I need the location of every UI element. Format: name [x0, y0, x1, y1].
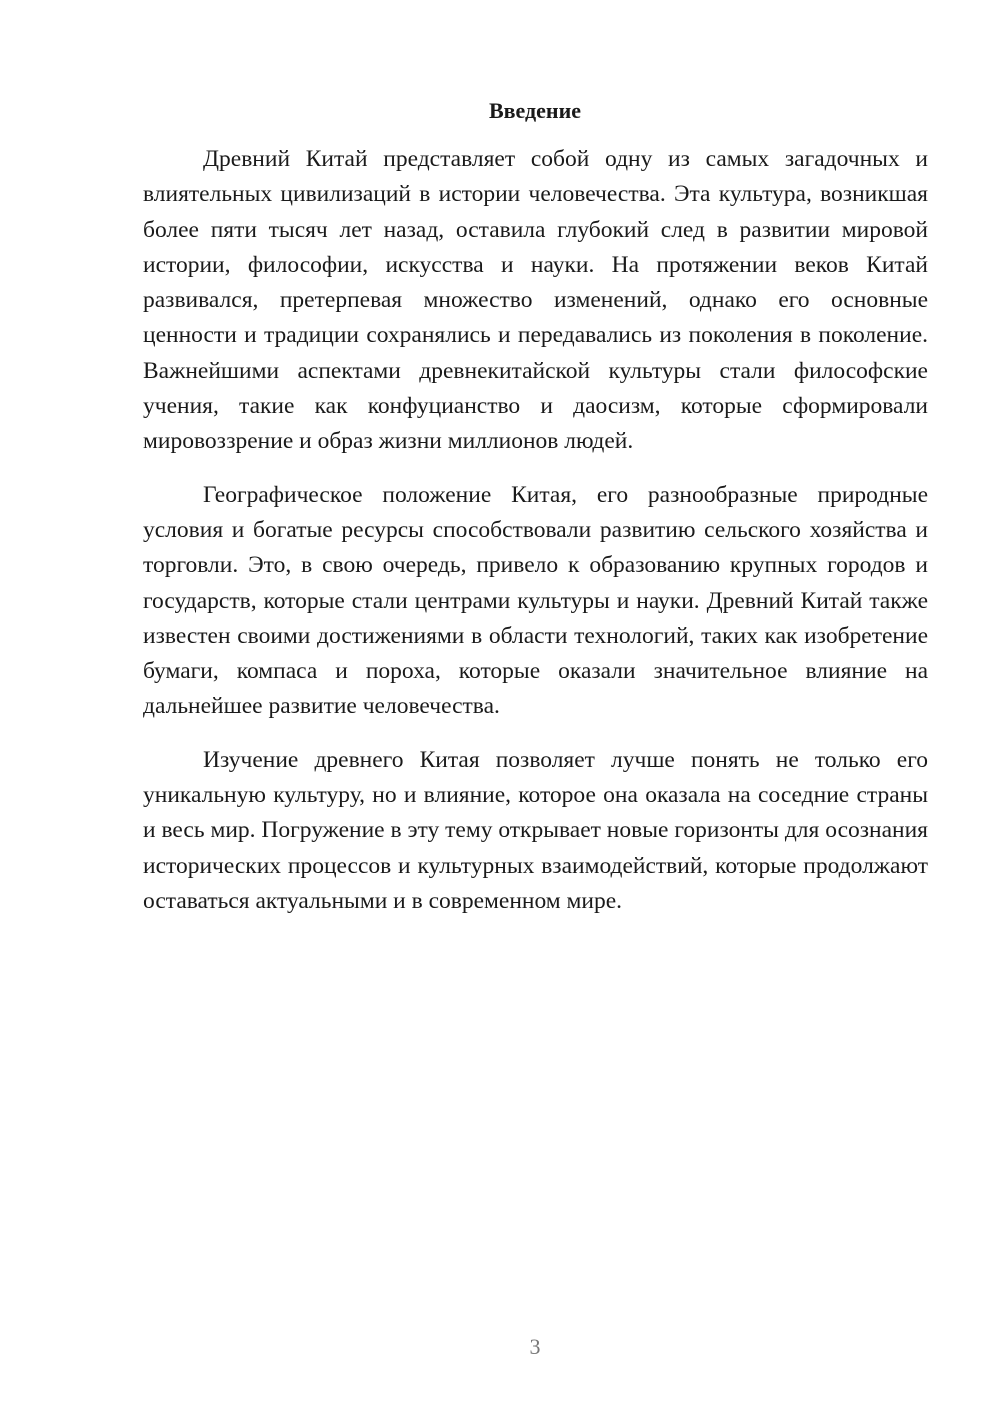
paragraph-2: Географическое положение Китая, его разнообразные природные условия и богатые ресурсы способствовали развитию сельского хозяйства и торговли. Это, в свою очередь, привело к образованию крупных городов и государств, которые стали центрами культуры и науки. Древний Китай также известен своими достижениями в области технологий, таких как изобретение бумаги, компаса и пороха, которые оказали значительное влияние на дальнейшее развитие человечества.: [143, 481, 928, 720]
section-title: Введение: [488, 98, 582, 123]
page-number: 3: [529, 1334, 541, 1359]
paragraph-1: Древний Китай представляет собой одну из самых загадочных и влиятельных цивилизаций в истории человечества. Эта культура, возникшая более пяти тысяч лет назад, оставила глубокий след в развитии мировой истории, философии, искусства и науки. На протяжении веков Китай развивался, претерпевая множество изменений, однако его основные ценности и традиции сохранялись и передавались из поколения в поколение. Важнейшими аспектами древнекитайской культуры стали философские учения, такие как конфуцианство и даосизм, которые сформировали мировоззрение и образ жизни миллионов людей.: [143, 146, 928, 455]
body-text: [143, 142, 928, 919]
paragraph-3: Изучение древнего Китая позволяет лучше понять не только его уникальную культуру, но и влияние, которое она оказала на соседние страны и весь мир. Погружение в эту тему открывает новые горизонты для осознания исторических процессов и культурных взаимодействий, которые продолжают оставаться актуальными и в современном мире.: [143, 746, 928, 914]
